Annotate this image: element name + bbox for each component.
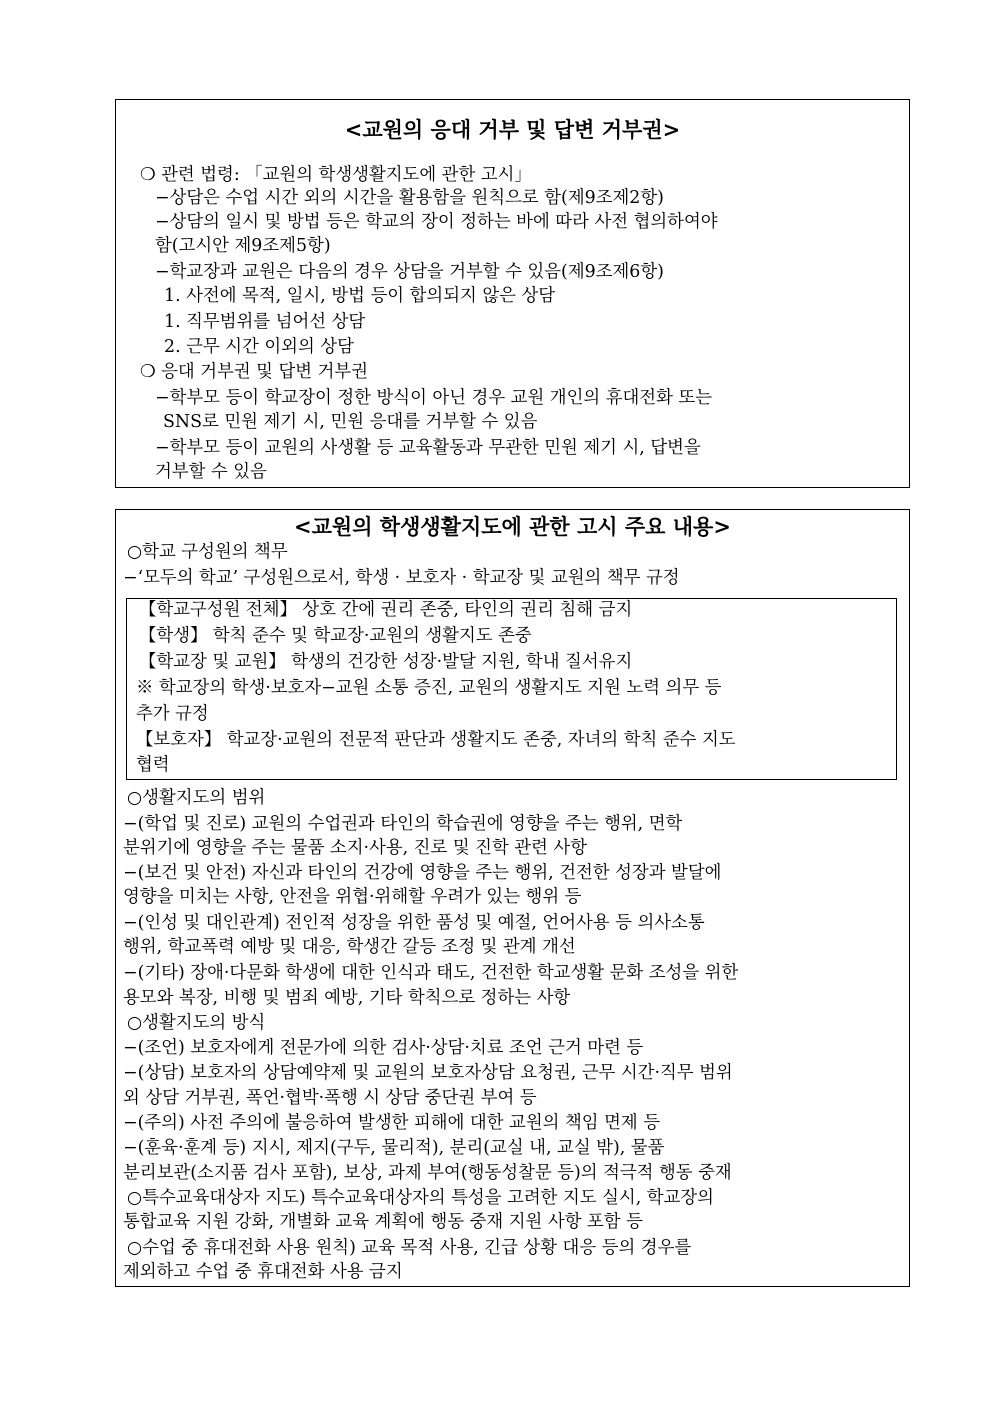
box1-line: 1. 직무범위를 넘어선 상담 (164, 312, 366, 332)
box2-line: −(보건 및 안전) 자신과 타인의 건강에 영향을 주는 행위, 건전한 성장과 발달에 (123, 863, 722, 883)
inner-line: 협력 (136, 755, 170, 775)
box2-line: −‘모두의 학교’ 구성원으로서, 학생 · 보호자 · 학교장 및 교원의 책무 규정 (123, 568, 680, 588)
box1-line: −학부모 등이 학교장이 정한 방식이 아닌 경우 교원 개인의 휴대전화 또는 (155, 388, 713, 408)
box2-line: 행위, 학교폭력 예방 및 대응, 학생간 갈등 조정 및 관계 개선 (123, 937, 576, 957)
box2-line: ○학교 구성원의 책무 (127, 542, 288, 562)
box2-line: 통합교육 지원 강화, 개별화 교육 계획에 행동 중재 지원 사항 포함 등 (123, 1212, 643, 1232)
box2-line: 분위기에 영향을 주는 물품 소지·사용, 진로 및 진학 관련 사항 (123, 838, 587, 858)
inner-line: 【학교장 및 교원】 학생의 건강한 성장·발달 지원, 학내 질서유지 (139, 652, 633, 672)
box1-line: 1. 사전에 목적, 일시, 방법 등이 합의되지 않은 상담 (164, 286, 556, 306)
box1-line: ❍ 관련 법령: 「교원의 학생생활지도에 관한 고시」 (140, 165, 532, 185)
box2-line: ○특수교육대상자 지도) 특수교육대상자의 특성을 고려한 지도 실시, 학교장의 (127, 1188, 714, 1208)
box2-title: <교원의 학생생활지도에 관한 고시 주요 내용> (294, 514, 731, 539)
box2-line: 분리보관(소지품 검사 포함), 보상, 과제 부여(행동성찰문 등)의 적극적 행동 중재 (123, 1163, 732, 1183)
box2-line: −(훈육·훈계 등) 지시, 제지(구두, 물리적), 분리(교실 내, 교실 밖), 물품 (123, 1138, 665, 1158)
box2-line: 제외하고 수업 중 휴대전화 사용 금지 (123, 1262, 403, 1282)
box2-line: 영향을 미치는 사항, 안전을 위협·위해할 우려가 있는 행위 등 (123, 887, 582, 907)
box2-line: 용모와 복장, 비행 및 범죄 예방, 기타 학칙으로 정하는 사항 (123, 988, 571, 1008)
box1-title: <교원의 응대 거부 및 답변 거부권> (344, 117, 681, 142)
box2-line: −(학업 및 진로) 교원의 수업권과 타인의 학습권에 영향을 주는 행위, 면학 (123, 814, 683, 834)
box2-line: −(기타) 장애·다문화 학생에 대한 인식과 태도, 건전한 학교생활 문화 조성을 위한 (123, 963, 739, 983)
inner-line: 추가 규정 (136, 704, 209, 724)
box2-line: −(조언) 보호자에게 전문가에 의한 검사·상담·치료 조언 근거 마련 등 (123, 1038, 644, 1058)
box2-line: −(인성 및 대인관계) 전인적 성장을 위한 품성 및 예절, 언어사용 등 의사소통 (123, 913, 705, 933)
box2-line: 외 상담 거부권, 폭언·협박·폭행 시 상담 중단권 부여 등 (123, 1088, 537, 1108)
box1-line: SNS로 민원 제기 시, 민원 응대를 거부할 수 있음 (163, 412, 538, 432)
box2-line: ○수업 중 휴대전화 사용 원칙) 교육 목적 사용, 긴급 상황 대응 등의 경우를 (127, 1238, 692, 1258)
inner-line: 【학교구성원 전체】 상호 간에 권리 존중, 타인의 권리 침해 금지 (139, 600, 633, 620)
box2-line: ○생활지도의 방식 (127, 1013, 266, 1033)
box2-line: ○생활지도의 범위 (127, 788, 266, 808)
inner-line: ※ 학교장의 학생·보호자−교원 소통 증진, 교원의 생활지도 지원 노력 의무 등 (136, 678, 722, 698)
box1-line: 2. 근무 시간 이외의 상담 (164, 337, 354, 357)
box1-line: −상담의 일시 및 방법 등은 학교의 장이 정하는 바에 따라 사전 협의하여야 (155, 212, 718, 232)
box1-line: −학부모 등이 교원의 사생활 등 교육활동과 무관한 민원 제기 시, 답변을 (155, 438, 701, 458)
box1-line: 함(고시안 제9조제5항) (155, 236, 331, 256)
box1-line: ❍ 응대 거부권 및 답변 거부권 (140, 362, 369, 382)
box2-line: −(상담) 보호자의 상담예약제 및 교원의 보호자상담 요청권, 근무 시간·직무 범위 (123, 1063, 733, 1083)
box1-line: 거부할 수 있음 (155, 462, 267, 482)
inner-line: 【학생】 학칙 준수 및 학교장·교원의 생활지도 존중 (139, 626, 532, 646)
box2-line: −(주의) 사전 주의에 불응하여 발생한 피해에 대한 교원의 책임 면제 등 (123, 1113, 661, 1133)
box1-line: −학교장과 교원은 다음의 경우 상담을 거부할 수 있음(제9조제6항) (155, 262, 664, 282)
inner-line: 【보호자】 학교장·교원의 전문적 판단과 생활지도 존중, 자녀의 학칙 준수 지도 (136, 730, 736, 750)
box1-line: −상담은 수업 시간 외의 시간을 활용함을 원칙으로 함(제9조제2항) (155, 188, 664, 208)
